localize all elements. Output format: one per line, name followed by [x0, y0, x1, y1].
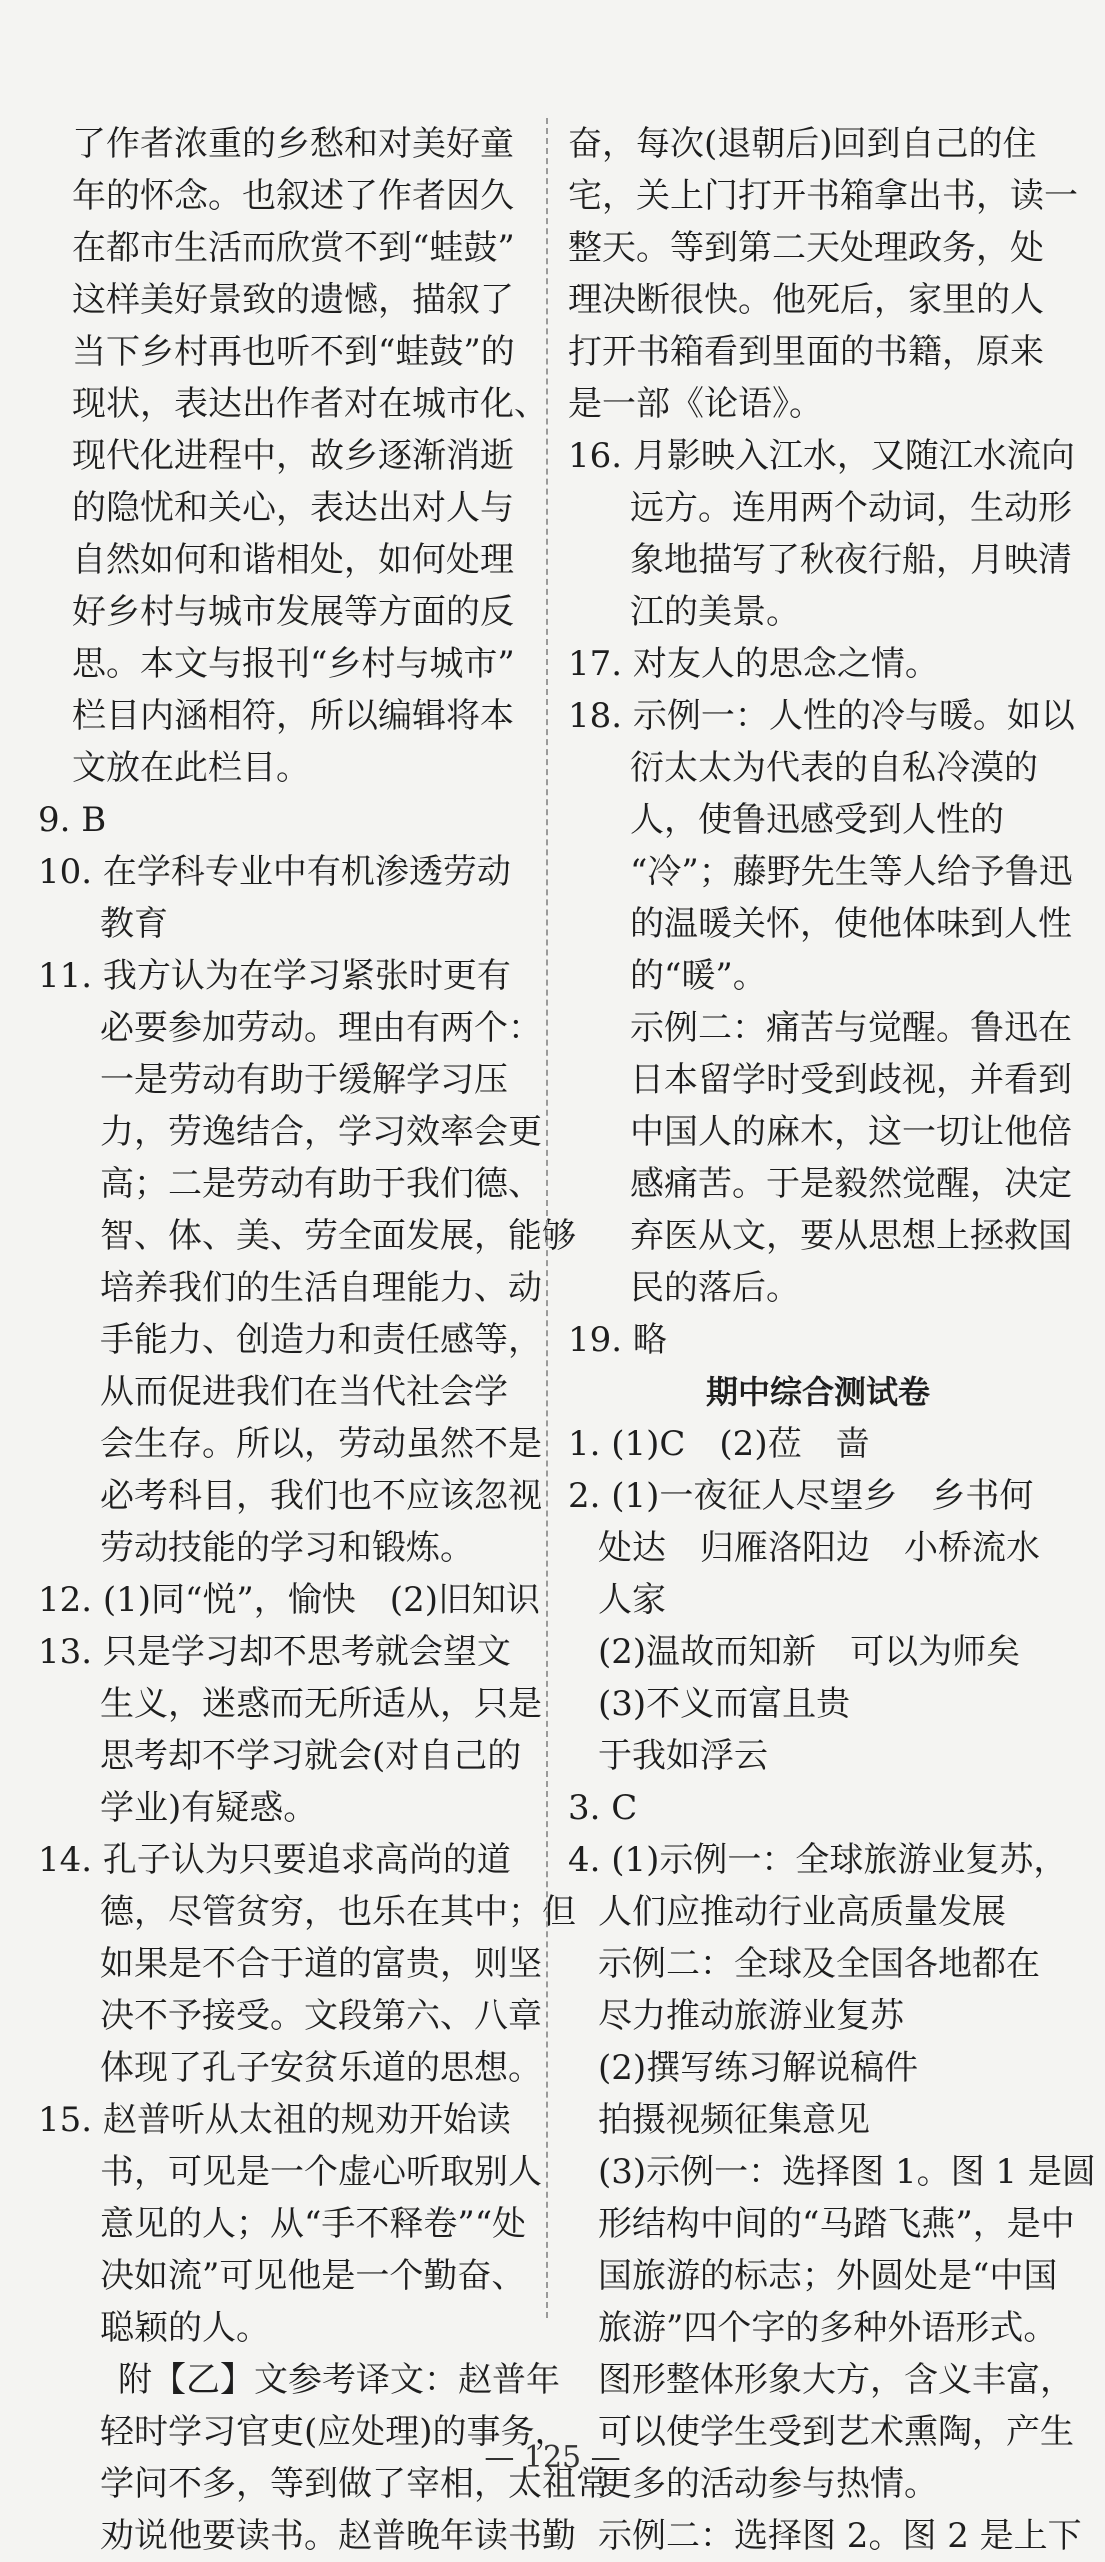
- text-line: 15. 赵普听从太祖的规劝开始读: [38, 2100, 511, 2140]
- text-line: 培养我们的生活自理能力、动: [100, 1268, 542, 1308]
- text-line: 弃医从文，要从思想上拯救国: [630, 1216, 1072, 1256]
- text-line: 2. (1)一夜征人尽望乡 乡书何: [568, 1476, 1034, 1516]
- text-line: 聪颖的人。: [100, 2308, 270, 2348]
- text-line: 更多的活动参与热情。: [598, 2464, 938, 2504]
- text-line: 学问不多，等到做了宰相，太祖常: [100, 2464, 610, 2504]
- text-line: 1. (1)C (2)莅 啬: [568, 1424, 870, 1464]
- text-line: 力，劳逸结合，学习效率会更: [100, 1112, 542, 1152]
- text-line: 于我如浮云: [598, 1736, 768, 1776]
- text-line: 轻时学习官吏(应处理)的事务，: [100, 2412, 569, 2452]
- text-line: 的“暖”。: [630, 956, 767, 996]
- text-line: 智、体、美、劳全面发展，能够: [100, 1216, 576, 1256]
- text-line: 图形整体形象大方，含义丰富，: [598, 2360, 1074, 2400]
- text-line: 当下乡村再也听不到“蛙鼓”的: [72, 332, 515, 372]
- text-line: 宅，关上门打开书箱拿出书，读一: [568, 176, 1078, 216]
- text-line: 3. C: [568, 1788, 638, 1828]
- text-line: 劝说他要读书。赵普晚年读书勤: [100, 2516, 576, 2556]
- text-line: 13. 只是学习却不思考就会望文: [38, 1632, 511, 1672]
- text-line: 高；二是劳动有助于我们德、: [100, 1164, 542, 1204]
- text-line: 14. 孔子认为只要追求高尚的道: [38, 1840, 511, 1880]
- right-column: [568, 118, 1096, 2562]
- text-line: 生义，迷惑而无所适从，只是: [100, 1684, 542, 1724]
- text-line: 体现了孔子安贫乐道的思想。: [100, 2048, 542, 2088]
- text-line: 劳动技能的学习和锻炼。: [100, 1528, 474, 1568]
- text-line: 示例二：痛苦与觉醒。鲁迅在: [630, 1008, 1072, 1048]
- text-line: 4. (1)示例一：全球旅游业复苏，: [568, 1840, 1068, 1880]
- text-line: 决如流”可见他是一个勤奋、: [100, 2256, 526, 2296]
- text-line: 年的怀念。也叙述了作者因久: [72, 176, 514, 216]
- text-line: 学业)有疑惑。: [100, 1788, 318, 1828]
- text-line: 18. 示例一：人性的冷与暖。如以: [568, 696, 1075, 736]
- text-line: 示例二：选择图 2。图 2 是上下: [598, 2516, 1082, 2556]
- section-heading: 期中综合测试卷: [705, 1373, 930, 1411]
- text-line: 象地描写了秋夜行船，月映清: [630, 540, 1072, 580]
- text-line: 感痛苦。于是毅然觉醒，决定: [630, 1164, 1072, 1204]
- text-line: 了作者浓重的乡愁和对美好童: [72, 124, 514, 164]
- text-line: 形结构中间的“马踏飞燕”，是中: [598, 2204, 1075, 2244]
- text-line: (2)温故而知新 可以为师矣: [598, 1632, 1021, 1672]
- text-line: (3)不义而富且贵: [598, 1684, 851, 1724]
- text-line: 一是劳动有助于缓解学习压: [100, 1060, 508, 1100]
- text-line: 旅游”四个字的多种外语形式。: [598, 2308, 1058, 2348]
- text-line: 民的落后。: [630, 1268, 800, 1308]
- text-line: 示例二：全球及全国各地都在: [598, 1944, 1040, 1984]
- text-line: 决不予接受。文段第六、八章: [100, 1996, 542, 2036]
- text-line: 打开书箱看到里面的书籍，原来: [568, 332, 1044, 372]
- text-line: 处达 归雁洛阳边 小桥流水: [598, 1528, 1040, 1568]
- text-line: 19. 略: [568, 1320, 667, 1360]
- text-line: 栏目内涵相符，所以编辑将本: [72, 696, 514, 736]
- column-divider: [546, 118, 548, 2318]
- text-line: 德，尽管贫穷，也乐在其中；但: [100, 1892, 576, 1932]
- text-line: 中国人的麻木，这一切让他倍: [630, 1112, 1072, 1152]
- text-line: 人，使鲁迅感受到人性的: [630, 800, 1004, 840]
- text-line: 从而促进我们在当代社会学: [100, 1372, 508, 1412]
- text-line: 在都市生活而欣赏不到“蛙鼓”: [72, 228, 515, 268]
- text-line: 江的美景。: [630, 592, 800, 632]
- text-line: 是一部《论语》。: [568, 384, 823, 424]
- text-line: 9. B: [38, 800, 107, 840]
- text-line: 会生存。所以，劳动虽然不是: [100, 1424, 542, 1464]
- text-line: 尽力推动旅游业复苏: [598, 1996, 904, 2036]
- text-line: 16. 月影映入江水，又随江水流向: [568, 436, 1075, 476]
- text-line: 10. 在学科专业中有机渗透劳动: [38, 852, 511, 892]
- text-line: 书，可见是一个虚心听取别人: [100, 2152, 542, 2192]
- text-line: 必要参加劳动。理由有两个：: [100, 1008, 542, 1048]
- text-line: 拍摄视频征集意见: [598, 2100, 870, 2140]
- text-line: “冷”；藤野先生等人给予鲁迅: [630, 852, 1073, 892]
- text-line: 衍太太为代表的自私冷漠的: [630, 748, 1038, 788]
- text-line: 必考科目，我们也不应该忽视: [100, 1476, 542, 1516]
- text-line: 思。本文与报刊“乡村与城市”: [72, 644, 515, 684]
- text-line: 11. 我方认为在学习紧张时更有: [38, 956, 511, 996]
- text-line: 教育: [100, 904, 168, 944]
- text-line: 的隐忧和关心，表达出对人与: [72, 488, 514, 528]
- text-line: 这样美好景致的遗憾，描叙了: [72, 280, 514, 320]
- text-line: 文放在此栏目。: [72, 748, 310, 788]
- text-line: 12. (1)同“悦”，愉快 (2)旧知识: [38, 1580, 540, 1620]
- text-line: (3)示例一：选择图 1。图 1 是圆: [598, 2152, 1096, 2192]
- text-line: 如果是不合于道的富贵，则坚: [100, 1944, 542, 1984]
- text-line: 可以使学生受到艺术熏陶，产生: [598, 2412, 1074, 2452]
- text-line: 17. 对友人的思念之情。: [568, 644, 939, 684]
- text-line: 意见的人；从“手不释卷”“处: [100, 2204, 527, 2244]
- text-line: 的温暖关怀，使他体味到人性: [630, 904, 1072, 944]
- text-line: 远方。连用两个动词，生动形: [630, 488, 1072, 528]
- text-line: 理决断很快。他死后，家里的人: [568, 280, 1044, 320]
- text-line: 现代化进程中，故乡逐渐消逝: [72, 436, 514, 476]
- text-line: 手能力、创造力和责任感等，: [100, 1320, 542, 1360]
- text-line: 人们应推动行业高质量发展: [598, 1892, 1006, 1932]
- text-line: 国旅游的标志；外圆处是“中国: [598, 2256, 1058, 2296]
- text-line: 自然如何和谐相处，如何处理: [72, 540, 514, 580]
- page-number: — 125 —: [484, 2440, 621, 2475]
- text-line: 好乡村与城市发展等方面的反: [72, 592, 514, 632]
- text-line: 附【乙】文参考译文：赵普年: [118, 2360, 560, 2400]
- text-line: 整天。等到第二天处理政务，处: [568, 228, 1044, 268]
- text-line: 人家: [598, 1580, 666, 1620]
- text-line: (2)撰写练习解说稿件: [598, 2048, 919, 2088]
- text-line: 日本留学时受到歧视，并看到: [630, 1060, 1072, 1100]
- text-line: 奋，每次(退朝后)回到自己的住: [568, 124, 1037, 164]
- text-line: 现状，表达出作者对在城市化、: [72, 384, 548, 424]
- text-line: 思考却不学习就会(对自己的: [100, 1736, 522, 1776]
